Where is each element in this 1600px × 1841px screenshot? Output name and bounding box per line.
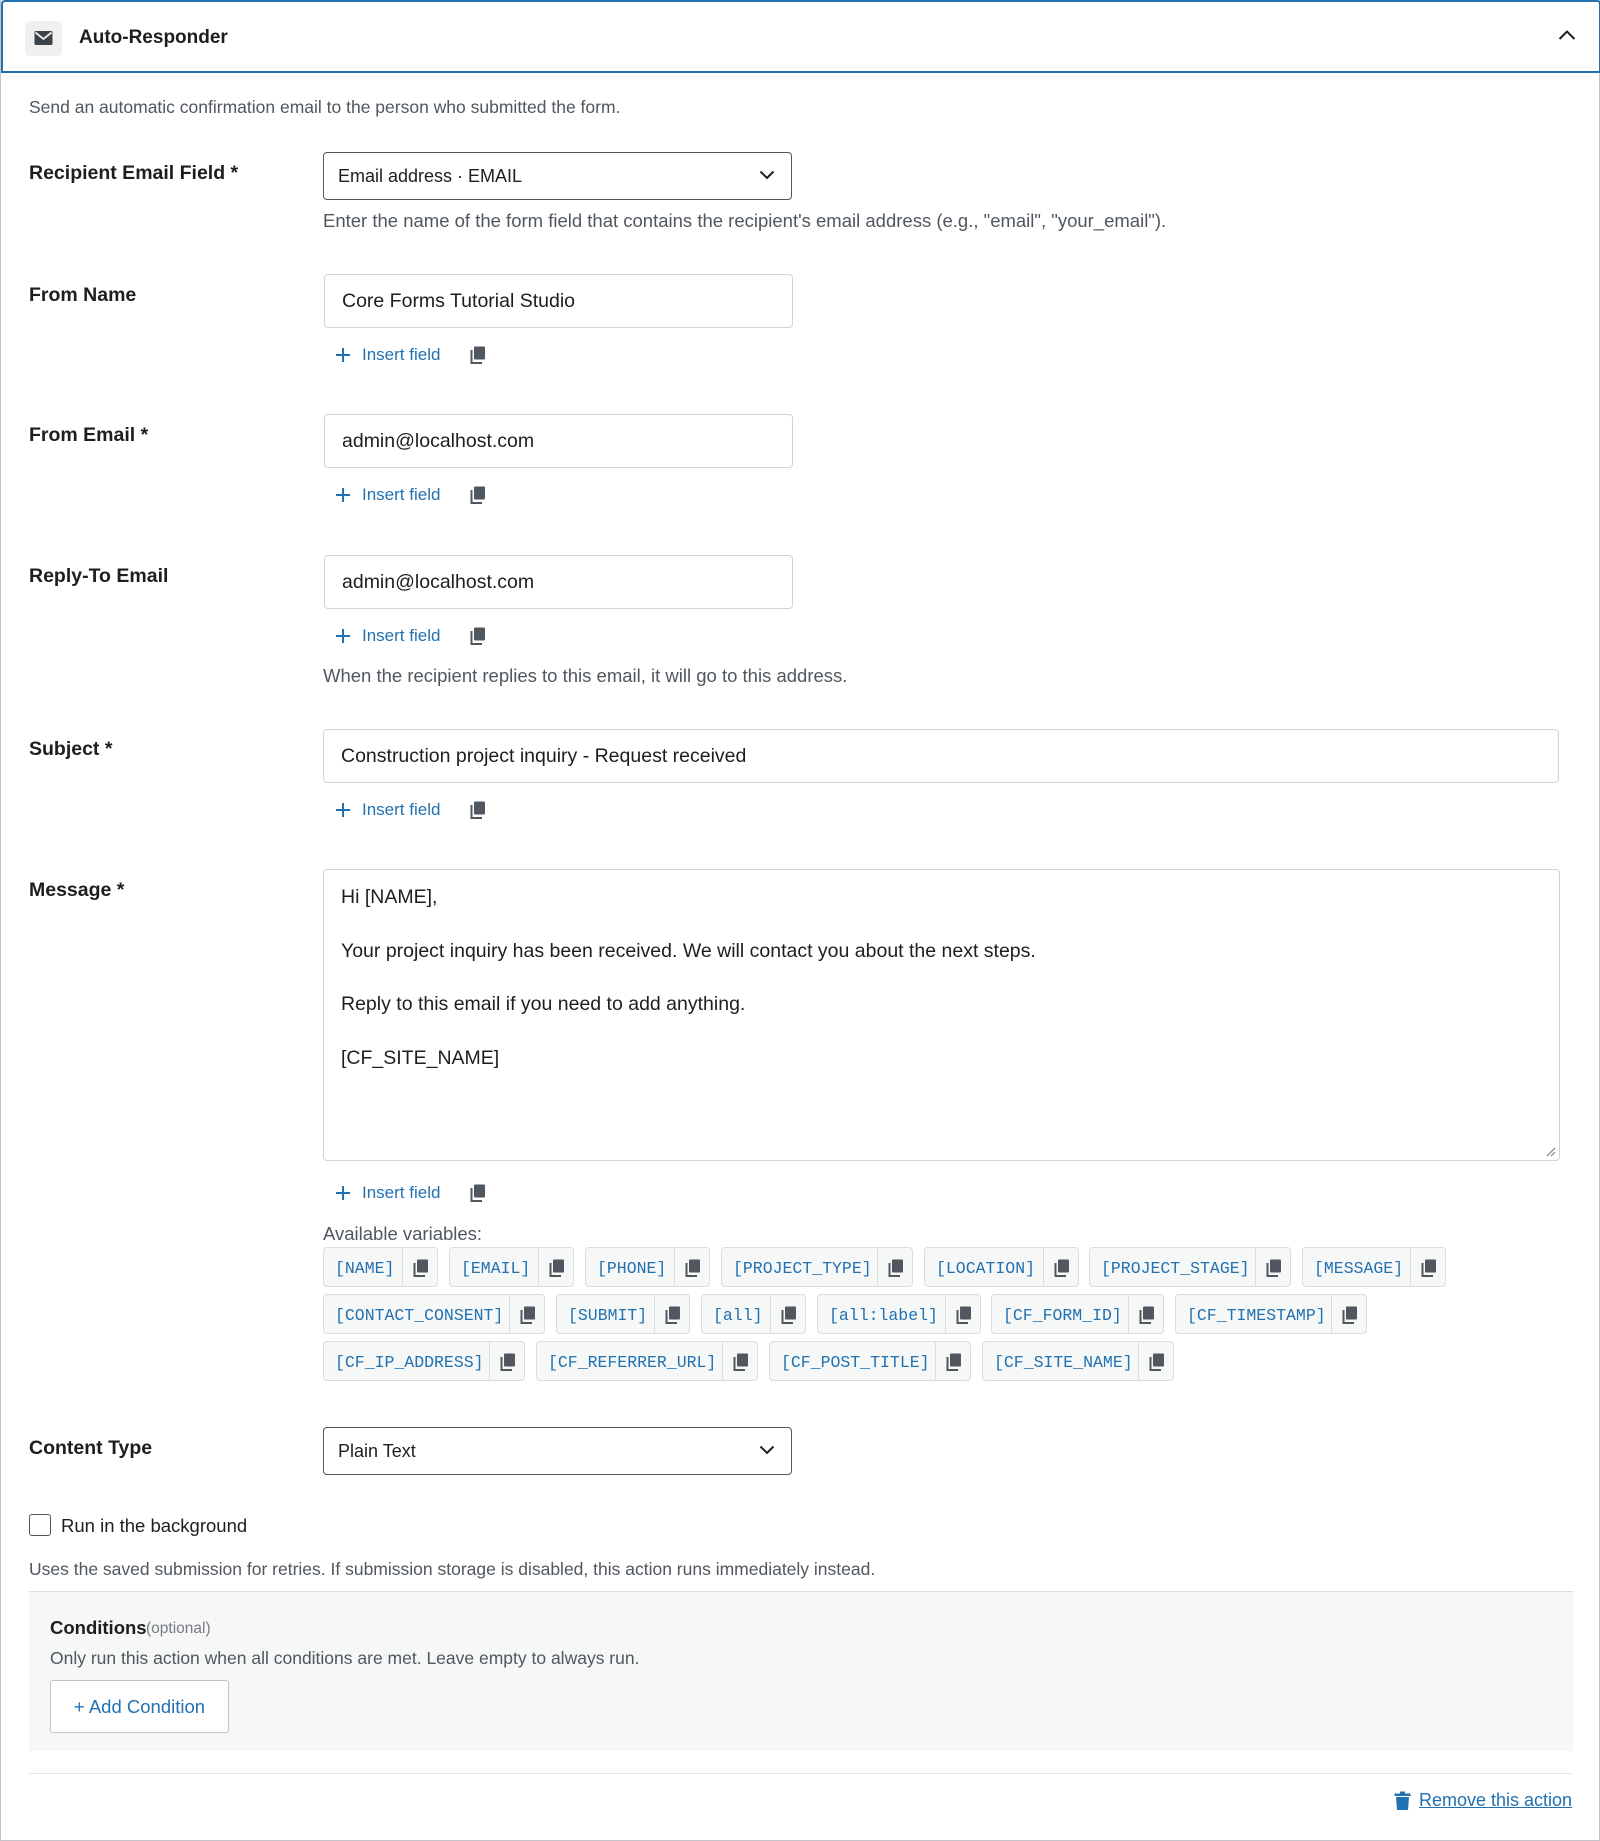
copy-icon[interactable]: [685, 1259, 701, 1277]
copy-icon[interactable]: [470, 1184, 486, 1202]
copy-icon[interactable]: [1266, 1259, 1282, 1277]
panel-title: Auto-Responder: [79, 27, 228, 48]
variable-name: [PROJECT_TYPE]: [733, 1259, 872, 1278]
chip-divider: [538, 1248, 539, 1286]
variable-chip[interactable]: [449, 1247, 574, 1287]
message-label: Message *: [29, 879, 125, 901]
variable-chip[interactable]: [701, 1294, 806, 1334]
variable-name: [CF_POST_TITLE]: [781, 1353, 930, 1372]
variable-name: [SUBMIT]: [568, 1306, 648, 1325]
variable-chip[interactable]: [924, 1247, 1079, 1287]
variable-name: [MESSAGE]: [1314, 1259, 1404, 1278]
recipient-selected-value: Email address · EMAIL: [338, 166, 523, 186]
run-in-background-label[interactable]: Run in the background: [61, 1515, 248, 1536]
copy-icon[interactable]: [946, 1353, 962, 1371]
conditions-description: Only run this action when all conditions are met. Leave empty to always run.: [50, 1648, 640, 1668]
mail-icon: [25, 21, 62, 56]
variable-chip[interactable]: [536, 1341, 758, 1381]
insert-field-label: Insert field: [362, 345, 441, 364]
recipient-help: Enter the name of the form field that contains the recipient's email address (e.g., "email", "your_email").: [323, 210, 1167, 231]
variable-chip[interactable]: [1089, 1247, 1291, 1287]
copy-icon[interactable]: [781, 1306, 797, 1324]
insert-field-label: Insert field: [362, 485, 441, 504]
run-in-background-help: Uses the saved submission for retries. If submission storage is disabled, this action runs immediately instead.: [29, 1559, 876, 1579]
reply-to-value: admin@localhost.com: [342, 571, 535, 593]
available-variables-label: Available variables:: [323, 1223, 483, 1244]
copy-icon[interactable]: [500, 1353, 516, 1371]
panel-description: Send an automatic confirmation email to the person who submitted the form.: [29, 97, 621, 117]
copy-icon[interactable]: [470, 627, 486, 645]
from-name-input[interactable]: [324, 274, 793, 328]
chip-divider: [674, 1248, 675, 1286]
copy-icon[interactable]: [413, 1259, 429, 1277]
recipient-label: Recipient Email Field *: [29, 162, 239, 184]
plus-icon: [335, 628, 351, 644]
copy-icon[interactable]: [520, 1306, 536, 1324]
copy-icon[interactable]: [549, 1259, 565, 1277]
copy-icon[interactable]: [733, 1353, 749, 1371]
variable-chip[interactable]: [1175, 1294, 1367, 1334]
variable-name: [CF_TIMESTAMP]: [1187, 1306, 1326, 1325]
plus-icon: [335, 487, 351, 503]
chip-divider: [402, 1248, 403, 1286]
chevron-down-icon: [759, 170, 775, 180]
chip-divider: [1043, 1248, 1044, 1286]
chip-divider: [935, 1342, 936, 1380]
from-email-label: From Email *: [29, 424, 149, 446]
variable-name: [CF_REFERRER_URL]: [548, 1353, 717, 1372]
resize-handle-icon[interactable]: [1545, 1146, 1556, 1157]
add-condition-label: + Add Condition: [73, 1696, 206, 1717]
insert-field-label: Insert field: [362, 1183, 441, 1202]
message-line: [CF_SITE_NAME]: [341, 1047, 500, 1069]
variable-chip[interactable]: [585, 1247, 710, 1287]
run-in-background-checkbox[interactable]: [29, 1514, 51, 1536]
chevron-down-icon: [759, 1445, 775, 1455]
variable-chip[interactable]: [817, 1294, 981, 1334]
plus-icon: [335, 802, 351, 818]
add-condition-button[interactable]: [50, 1680, 229, 1733]
variable-name: [all:label]: [829, 1306, 938, 1325]
variable-chip[interactable]: [982, 1341, 1174, 1381]
from-email-value: admin@localhost.com: [342, 430, 535, 452]
chip-divider: [1128, 1295, 1129, 1333]
subject-label: Subject *: [29, 738, 113, 760]
variable-name: [NAME]: [335, 1259, 395, 1278]
chip-divider: [1138, 1342, 1139, 1380]
conditions-section: [29, 1591, 1573, 1751]
plus-icon: [335, 347, 351, 363]
subject-input[interactable]: [323, 729, 1559, 783]
variable-chip[interactable]: [323, 1341, 525, 1381]
subject-value: Construction project inquiry - Request received: [341, 745, 747, 767]
copy-icon[interactable]: [1421, 1259, 1437, 1277]
variable-name: [all]: [713, 1306, 763, 1325]
variable-chip[interactable]: [769, 1341, 971, 1381]
chip-divider: [1255, 1248, 1256, 1286]
conditions-title: Conditions: [50, 1617, 147, 1638]
message-line: Your project inquiry has been received. We will contact you about the next steps.: [341, 940, 1036, 962]
copy-icon[interactable]: [1149, 1353, 1165, 1371]
message-line: Reply to this email if you need to add anything.: [341, 993, 746, 1015]
variable-chip[interactable]: [556, 1294, 690, 1334]
reply-to-label: Reply-To Email: [29, 565, 169, 587]
reply-to-input[interactable]: [324, 555, 793, 609]
variable-chip[interactable]: [323, 1294, 545, 1334]
copy-icon[interactable]: [1342, 1306, 1358, 1324]
chip-divider: [945, 1295, 946, 1333]
variable-name: [PHONE]: [597, 1259, 667, 1278]
panel-header[interactable]: [1, 0, 1600, 73]
recipient-select[interactable]: [323, 152, 792, 200]
from-email-input[interactable]: [324, 414, 793, 468]
trash-icon: [1394, 1791, 1411, 1811]
copy-icon[interactable]: [665, 1306, 681, 1324]
remove-action-label: Remove this action: [1419, 1790, 1573, 1810]
copy-icon[interactable]: [1054, 1259, 1070, 1277]
variable-name: [EMAIL]: [461, 1259, 531, 1278]
variable-name: [PROJECT_STAGE]: [1101, 1259, 1250, 1278]
chevron-up-icon[interactable]: [1558, 29, 1576, 41]
copy-icon[interactable]: [470, 801, 486, 819]
footer-divider: [29, 1773, 1573, 1774]
content-type-label: Content Type: [29, 1437, 153, 1459]
content-type-selected-value: Plain Text: [338, 1441, 416, 1461]
variable-name: [LOCATION]: [936, 1259, 1036, 1278]
chip-divider: [1410, 1248, 1411, 1286]
copy-icon[interactable]: [956, 1306, 972, 1324]
copy-icon[interactable]: [470, 486, 486, 504]
chip-divider: [770, 1295, 771, 1333]
insert-field-label: Insert field: [362, 800, 441, 819]
variable-name: [CONTACT_CONSENT]: [335, 1306, 504, 1325]
variable-chip[interactable]: [721, 1247, 913, 1287]
chip-divider: [654, 1295, 655, 1333]
plus-icon: [335, 1185, 351, 1201]
message-textarea[interactable]: [323, 869, 1560, 1161]
variable-chip[interactable]: [991, 1294, 1164, 1334]
chip-divider: [509, 1295, 510, 1333]
reply-to-help: When the recipient replies to this email, it will go to this address.: [323, 665, 848, 686]
copy-icon[interactable]: [1139, 1306, 1155, 1324]
variable-name: [CF_SITE_NAME]: [994, 1353, 1133, 1372]
chip-divider: [489, 1342, 490, 1380]
copy-icon[interactable]: [470, 346, 486, 364]
variable-chip[interactable]: [323, 1247, 438, 1287]
variable-chip[interactable]: [1302, 1247, 1446, 1287]
chip-divider: [1331, 1295, 1332, 1333]
chip-divider: [722, 1342, 723, 1380]
from-name-label: From Name: [29, 284, 137, 306]
conditions-optional: (optional): [146, 1620, 211, 1637]
variable-name: [CF_FORM_ID]: [1003, 1306, 1122, 1325]
chip-divider: [877, 1248, 878, 1286]
from-name-value: Core Forms Tutorial Studio: [342, 290, 576, 312]
insert-field-label: Insert field: [362, 626, 441, 645]
copy-icon[interactable]: [888, 1259, 904, 1277]
variable-name: [CF_IP_ADDRESS]: [335, 1353, 484, 1372]
message-line: Hi [NAME],: [341, 886, 438, 908]
content-type-select[interactable]: [323, 1427, 792, 1475]
